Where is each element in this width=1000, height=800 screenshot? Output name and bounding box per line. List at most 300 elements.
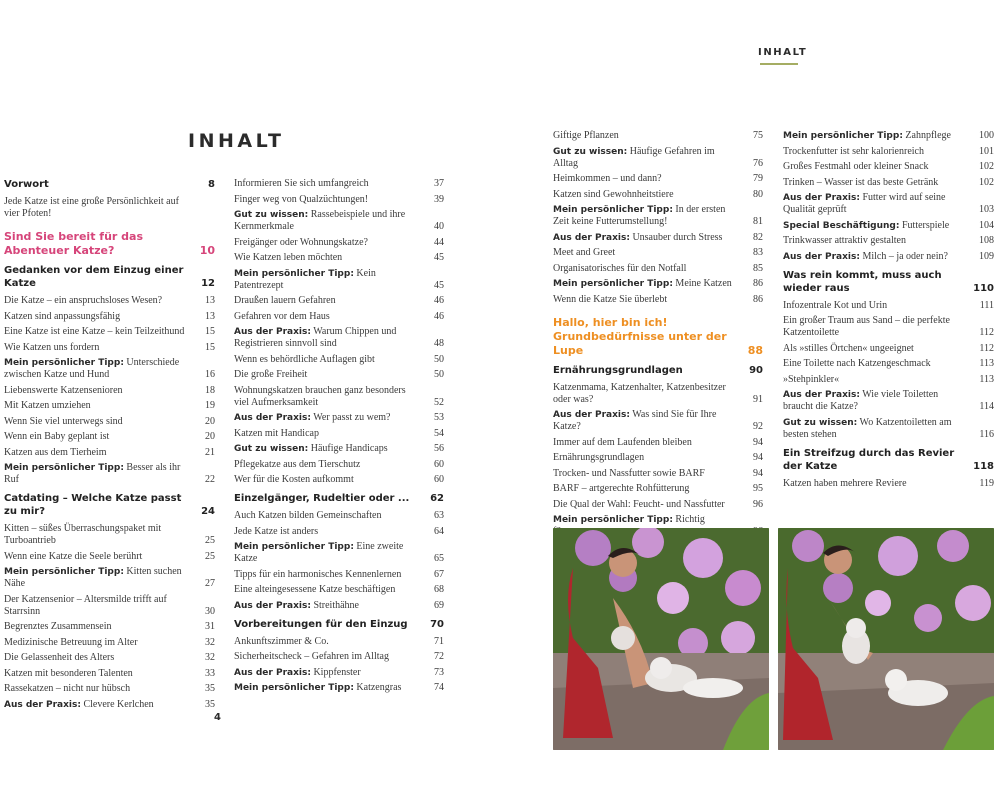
toc-entry-label: Gut zu wissen: [234, 210, 309, 220]
running-head: INHALT [758, 47, 808, 58]
toc-column-1 [4, 178, 215, 714]
toc-column-2 [234, 178, 444, 698]
toc-entry-title: Ernährungsgrundlagen [553, 452, 645, 463]
toc-page-number: 8 [208, 179, 215, 190]
toc-page-number: 18 [205, 384, 215, 396]
toc-page-number: 45 [434, 279, 444, 291]
toc-entry [234, 295, 444, 307]
toc-entry-title: Trinken – Wasser ist das beste Getränk [783, 176, 939, 188]
toc-entry-title: Die Katze – ein anspruchsloses Wesen? [4, 295, 163, 306]
toc-page-number: 45 [434, 252, 444, 263]
toc-chapter-heading [553, 364, 763, 377]
toc-page-number: 74 [434, 682, 444, 693]
toc-entry-title: Draußen lauern Gefahren [234, 295, 336, 306]
toc-page-number: 110 [973, 282, 994, 294]
toc-page-number: 35 [205, 698, 215, 710]
toc-page-number: 54 [434, 427, 444, 439]
toc-entry-label: Aus der Praxis: [783, 193, 860, 203]
toc-entry-title: Immer auf dem Laufenden bleiben [553, 436, 692, 448]
toc-entry-label: Mein persönlicher Tipp: [4, 463, 124, 473]
toc-entry [234, 252, 444, 264]
toc-page-number: 102 [979, 176, 994, 188]
toc-entry [783, 358, 994, 370]
toc-entry [553, 437, 763, 449]
toc-entry [4, 683, 215, 695]
toc-entry-title: Gedanken vor dem Einzug einer Katze [4, 265, 184, 289]
toc-entry-title: Futter wird auf seine Qualität geprüft [783, 192, 946, 215]
toc-page-number: 33 [205, 667, 215, 679]
toc-entry [4, 295, 215, 307]
toc-entry [234, 541, 444, 565]
toc-entry-title: Sind Sie bereit für das Abenteuer Katze? [4, 230, 144, 257]
toc-entry-title: Tipps für ein harmonisches Kennenlernen [234, 568, 402, 580]
toc-entry [4, 523, 215, 547]
toc-entry [553, 232, 763, 244]
toc-entry [4, 311, 215, 323]
toc-entry-title: Was rein kommt, muss auch wieder raus [783, 269, 942, 294]
toc-entry-label: Gut zu wissen: [783, 417, 858, 428]
toc-page-number: 90 [749, 364, 763, 376]
toc-entry-title: Richtig [675, 514, 705, 525]
toc-entry-title: Liebenswerte Katzensenioren [4, 384, 123, 396]
toc-page-number: 71 [434, 635, 444, 647]
toc-entry [4, 416, 215, 428]
toc-chapter-heading [4, 178, 215, 191]
toc-entry-label: Aus der Praxis: [4, 699, 81, 710]
toc-page-number: 46 [434, 295, 444, 306]
toc-page-number: 111 [979, 299, 994, 311]
toc-entry-label: Aus der Praxis: [234, 327, 311, 337]
toc-entry-label: Aus der Praxis: [553, 410, 630, 420]
running-head-rule [760, 63, 798, 65]
toc-entry [553, 247, 763, 259]
toc-entry [4, 566, 215, 590]
toc-chapter-heading [4, 264, 215, 290]
toc-page-number: 30 [205, 605, 215, 617]
toc-entry-label: Special Beschäftigung: [783, 220, 900, 231]
toc-entry [553, 130, 763, 142]
toc-entry-title: Wer passt zu wem? [310, 412, 391, 423]
photo-illustration [553, 528, 769, 750]
toc-page-number: 95 [753, 483, 763, 494]
toc-entry-title: Kitten – süßes Überraschungspaket mit Turboantrieb [4, 523, 162, 546]
toc-entry [234, 369, 444, 381]
toc-page-number: 103 [979, 204, 994, 215]
toc-entry [553, 146, 763, 170]
toc-page-number: 116 [979, 428, 994, 440]
toc-entry-label: Aus der Praxis: [234, 667, 311, 678]
toc-entry-title: Unsauber durch Stress [629, 231, 723, 243]
toc-page-number: 39 [434, 193, 444, 205]
toc-page-number: 56 [434, 443, 444, 454]
toc-entry [553, 189, 763, 201]
toc-entry-title: Pflegekatze aus dem Tierschutz [234, 458, 361, 470]
toc-page-number: 50 [434, 353, 444, 365]
photo-woman-with-cat-left [553, 528, 769, 750]
toc-entry-title: Vorbereitungen für den Einzug [234, 618, 408, 630]
toc-entry-title: Sicherheitscheck – Gefahren im Alltag [234, 651, 389, 662]
toc-page-number: 113 [979, 358, 994, 369]
toc-page-number: 94 [753, 436, 763, 448]
toc-page-number: 70 [430, 618, 444, 630]
toc-entry-title: Unterschiede zwischen Katze und Hund [4, 357, 180, 380]
toc-entry-title: Medizinische Betreuung im Alter [4, 636, 138, 648]
toc-entry [783, 177, 994, 189]
toc-entry-title: Milch – ja oder nein? [859, 250, 948, 262]
toc-entry-title: In der ersten Zeit keine Futterumstellung! [553, 204, 726, 227]
toc-page-number: 94 [753, 467, 763, 479]
toc-entry-label: Mein persönlicher Tipp: [234, 683, 354, 693]
toc-entry-title: Begrenztes Zusammensein [4, 621, 112, 632]
toc-page-number: 83 [753, 247, 763, 258]
toc-page-number: 72 [434, 651, 444, 662]
toc-entry-title: Ankunftszimmer & Co. [234, 635, 329, 647]
toc-entry-title: Rassebeispiele und ihre Kernmerkmale [234, 209, 406, 232]
toc-entry-title: Wo Katzentoiletten am besten stehen [783, 416, 952, 440]
toc-entry-title: Jede Katze ist eine große Persönlichkeit auf vier Pfoten! [4, 196, 179, 219]
toc-entry-title: Wie Katzen leben möchten [234, 252, 343, 263]
toc-page-number: 86 [753, 293, 763, 305]
toc-entry [234, 667, 444, 679]
toc-entry [783, 343, 994, 355]
toc-entry-title: Eine alteingesessene Katze beschäftigen [234, 584, 396, 595]
toc-entry-title: Wer für die Kosten aufkommt [234, 474, 354, 485]
toc-entry-label: Aus der Praxis: [783, 390, 860, 400]
toc-page-number: 22 [205, 474, 215, 485]
toc-page-number: 73 [434, 666, 444, 678]
toc-column-3 [553, 130, 763, 557]
toc-page-number: 10 [199, 244, 215, 257]
toc-entry-label: Mein persönlicher Tipp: [234, 268, 354, 279]
toc-entry [553, 452, 763, 464]
toc-page-number: 69 [434, 599, 444, 611]
toc-entry-label: Aus der Praxis: [553, 232, 630, 243]
toc-entry-title: Katzengras [353, 682, 402, 693]
toc-entry-title: Ein Streifzug durch das Revier der Katze [783, 447, 955, 472]
toc-entry [4, 357, 215, 381]
toc-entry-label: Mein persönlicher Tipp: [4, 358, 124, 368]
toc-entry [234, 385, 444, 409]
toc-page-number: 82 [753, 231, 763, 243]
toc-entry [783, 478, 994, 490]
toc-entry-title: Häufige Handicaps [308, 443, 388, 454]
toc-entry-title: Wie Katzen uns fordern [4, 341, 100, 353]
toc-entry-title: Die Gelassenheit des Alters [4, 652, 115, 663]
toc-chapter-heading [234, 492, 444, 505]
toc-entry [234, 474, 444, 486]
toc-entry [234, 178, 444, 190]
toc-entry-title: Organisatorisches für den Notfall [553, 262, 687, 274]
toc-page-number: 85 [753, 262, 763, 274]
toc-entry [234, 510, 444, 522]
page-title: INHALT [188, 130, 285, 152]
toc-entry [4, 326, 215, 338]
toc-entry [4, 652, 215, 664]
toc-entry-title: Kein Patentrezept [234, 267, 376, 291]
toc-entry-title: Einzelgänger, Rudeltier oder ... [234, 493, 410, 504]
toc-page-number: 92 [753, 421, 763, 432]
toc-entry-title: Häufige Gefahren im Alltag [553, 145, 715, 169]
toc-page-number: 81 [753, 216, 763, 227]
toc-entry [4, 431, 215, 443]
toc-entry-title: Eine Toilette nach Katzengeschmack [783, 358, 931, 369]
toc-entry-label: Mein persönlicher Tipp: [553, 279, 673, 289]
toc-page-number: 102 [979, 161, 994, 172]
toc-entry [234, 651, 444, 663]
toc-entry [553, 278, 763, 290]
toc-entry-label: Aus der Praxis: [234, 600, 311, 611]
toc-entry-title: Kippfenster [310, 666, 361, 678]
toc-entry [234, 412, 444, 424]
toc-entry-title: Infozentrale Kot und Urin [783, 299, 888, 311]
toc-entry-title: Trinkwasser attraktiv gestalten [783, 235, 906, 246]
toc-entry [783, 146, 994, 158]
toc-entry [234, 443, 444, 455]
toc-entry [783, 251, 994, 263]
toc-page-number: 96 [753, 498, 763, 510]
toc-page-number: 91 [753, 393, 763, 405]
toc-entry [4, 594, 215, 618]
toc-entry-title: Als »stilles Örtchen« ungeeignet [783, 342, 914, 354]
toc-entry [553, 483, 763, 495]
toc-entry [234, 459, 444, 471]
toc-entry-title: Auch Katzen bilden Gemeinschaften [234, 510, 382, 521]
toc-page-number: 31 [205, 621, 215, 632]
toc-chapter-heading [4, 492, 215, 518]
toc-entry [234, 311, 444, 323]
toc-page-number: 53 [434, 412, 444, 423]
toc-entry [783, 389, 994, 413]
toc-page-number: 101 [979, 145, 994, 157]
toc-entry-title: Katzen haben mehrere Reviere [783, 477, 907, 489]
toc-entry-title: Giftige Pflanzen [553, 130, 619, 141]
toc-chapter-heading [783, 447, 994, 473]
toc-entry-label: Mein persönlicher Tipp: [553, 515, 673, 525]
toc-page-number: 119 [979, 477, 994, 489]
toc-entry-title: Mit Katzen umziehen [4, 400, 91, 411]
toc-entry [783, 130, 994, 142]
toc-entry-title: Eine zweite Katze [234, 541, 404, 564]
toc-entry-title: Heimkommen – und dann? [553, 173, 662, 184]
toc-column-4 [783, 130, 994, 493]
toc-entry [234, 237, 444, 249]
toc-page-number: 27 [205, 578, 215, 589]
toc-entry [234, 268, 444, 292]
toc-entry-title: Jede Katze ist anders [234, 525, 319, 537]
toc-entry [4, 447, 215, 459]
toc-page-number: 40 [434, 221, 444, 232]
toc-page-number: 62 [430, 493, 444, 504]
toc-page-number: 94 [753, 452, 763, 463]
toc-page-number: 88 [747, 343, 763, 357]
toc-page-number: 13 [205, 295, 215, 306]
toc-entry-title: Finger weg von Qualzüchtungen! [234, 193, 369, 205]
toc-page-number: 19 [205, 400, 215, 411]
toc-entry [234, 682, 444, 694]
toc-entry [4, 668, 215, 680]
toc-page-number: 24 [201, 506, 215, 517]
toc-entry-title: Wie viele Toiletten braucht die Katze? [783, 389, 939, 412]
toc-entry [783, 300, 994, 312]
toc-entry-title: Wenn es behördliche Auflagen gibt [234, 353, 375, 365]
toc-entry-title: Freigänger oder Wohnungskatze? [234, 236, 368, 248]
toc-entry-label: Gut zu wissen: [234, 444, 309, 454]
toc-entry-label: Mein persönlicher Tipp: [4, 567, 124, 577]
toc-entry-title: Warum Chippen und Registrieren sinnvoll sind [234, 326, 397, 349]
toc-entry [553, 294, 763, 306]
toc-entry-title: Katzenmama, Katzenhalter, Katzenbesitzer oder was? [553, 381, 726, 405]
toc-page-number: 80 [753, 188, 763, 200]
toc-entry-title: Gefahren vor dem Haus [234, 310, 330, 322]
toc-entry-title: Trockenfutter ist sehr kalorienreich [783, 145, 924, 157]
toc-entry [783, 220, 994, 232]
toc-page-number: 108 [979, 235, 994, 246]
toc-entry [553, 499, 763, 511]
toc-entry-title: Was sind Sie für Ihre Katze? [553, 409, 717, 432]
toc-entry-title: Rassekatzen – nicht nur hübsch [4, 683, 131, 694]
toc-entry [234, 194, 444, 206]
toc-page-number: 13 [205, 310, 215, 322]
toc-page-number: 60 [434, 474, 444, 485]
toc-entry-label: Mein persönlicher Tipp: [553, 205, 673, 215]
toc-page-number: 65 [434, 553, 444, 564]
toc-page-number: 52 [434, 396, 444, 408]
toc-page-number: 86 [753, 278, 763, 289]
toc-entry-title: Meine Katzen [672, 278, 732, 289]
toc-entry-label: Gut zu wissen: [553, 146, 628, 157]
toc-entry-title: Die Qual der Wahl: Feucht- und Nassfutter [553, 498, 725, 510]
toc-entry [783, 161, 994, 173]
toc-page-number: 114 [979, 401, 994, 412]
toc-entry [783, 374, 994, 386]
toc-page-number: 12 [201, 278, 215, 289]
toc-page-number: 113 [979, 373, 994, 385]
toc-part-heading [4, 230, 215, 258]
toc-page-number: 68 [434, 584, 444, 595]
toc-entry-title: Trocken- und Nassfutter sowie BARF [553, 467, 705, 479]
toc-entry-title: Ernährungsgrundlagen [553, 364, 683, 376]
toc-page-number: 16 [205, 369, 215, 380]
toc-entry [553, 468, 763, 480]
toc-entry [783, 315, 994, 339]
toc-entry [4, 699, 215, 711]
toc-entry-title: Katzen sind anpassungsfähig [4, 310, 121, 322]
toc-entry [553, 382, 763, 406]
toc-entry-title: Großes Festmahl oder kleiner Snack [783, 161, 929, 172]
toc-entry [553, 204, 763, 228]
toc-entry-title: Catdating – Welche Katze passt zu mir? [4, 493, 182, 517]
toc-entry-title: Wenn Sie viel unterwegs sind [4, 415, 123, 427]
toc-page-number: 25 [205, 535, 215, 546]
toc-entry-title: Zahnpflege [902, 130, 951, 141]
toc-entry-label: Mein persönlicher Tipp: [783, 131, 903, 141]
toc-entry-title: Katzen sind Gewohnheitstiere [553, 188, 674, 200]
toc-entry [4, 551, 215, 563]
toc-entry-title: Die große Freiheit [234, 369, 308, 380]
toc-entry [783, 192, 994, 216]
toc-entry [4, 621, 215, 633]
toc-entry-title: »Stehpinkler« [783, 373, 840, 385]
toc-entry-title: Der Katzensenior – Altersmilde trifft auf Starrsinn [4, 593, 167, 617]
toc-entry-title: Meet and Greet [553, 247, 616, 258]
toc-entry-title: Katzen mit Handicap [234, 427, 319, 439]
photo-illustration [778, 528, 994, 750]
toc-page-number: 46 [434, 310, 444, 322]
toc-entry [234, 600, 444, 612]
toc-entry [234, 636, 444, 648]
toc-page-number: 25 [205, 550, 215, 562]
page-number: 4 [214, 712, 221, 723]
toc-entry [4, 196, 215, 220]
toc-page-number: 21 [205, 446, 215, 458]
toc-page-number: 109 [979, 250, 994, 262]
toc-entry-title: Wenn die Katze Sie überlebt [553, 293, 668, 305]
toc-entry-label: Mein persönlicher Tipp: [234, 542, 354, 552]
toc-page-number: 37 [434, 178, 444, 189]
toc-entry-title: Clevere Kerlchen [80, 698, 154, 710]
toc-page-number: 44 [434, 236, 444, 248]
toc-entry-title: Hallo, hier bin ich! Grundbedürfnisse unter der Lupe [553, 315, 727, 357]
toc-entry-title: Wohnungskatzen brauchen ganz besonders viel Aufmerksamkeit [234, 384, 406, 408]
toc-page-number: 112 [979, 342, 994, 354]
toc-entry [234, 428, 444, 440]
toc-entry [4, 637, 215, 649]
toc-entry-title: Katzen aus dem Tierheim [4, 446, 107, 458]
toc-entry-label: Aus der Praxis: [783, 251, 860, 262]
toc-entry [4, 400, 215, 412]
toc-page-number: 76 [753, 157, 763, 169]
toc-entry [234, 209, 444, 233]
toc-entry [553, 173, 763, 185]
toc-page-number: 112 [979, 327, 994, 338]
toc-page-number: 20 [205, 415, 215, 427]
toc-page-number: 118 [973, 460, 994, 472]
toc-page-number: 32 [205, 652, 215, 663]
toc-entry [234, 526, 444, 538]
toc-entry-label: Aus der Praxis: [234, 413, 311, 423]
toc-chapter-heading [783, 269, 994, 295]
toc-page-number: 48 [434, 338, 444, 349]
toc-entry [783, 235, 994, 247]
toc-page-number: 60 [434, 458, 444, 470]
toc-chapter-heading [234, 618, 444, 631]
toc-page-number: 104 [979, 219, 994, 231]
toc-part-heading [553, 316, 763, 358]
toc-page-number: 35 [205, 683, 215, 694]
toc-entry [234, 569, 444, 581]
toc-entry [4, 385, 215, 397]
toc-page-number: 75 [753, 130, 763, 141]
toc-page-number: 100 [979, 130, 994, 141]
toc-entry [4, 462, 215, 486]
toc-page-number: 15 [205, 326, 215, 337]
toc-entry-title: Besser als ihr Ruf [4, 462, 181, 485]
toc-page-number: 20 [205, 431, 215, 442]
toc-entry-title: Wenn eine Katze die Seele berührt [4, 550, 143, 562]
toc-page-number: 79 [753, 173, 763, 184]
toc-entry [234, 584, 444, 596]
toc-page-number: 32 [205, 636, 215, 648]
toc-entry-title: Eine Katze ist eine Katze – kein Teilzeithund [4, 326, 185, 337]
toc-page-number: 63 [434, 510, 444, 521]
toc-entry [783, 417, 994, 441]
toc-entry-title: Katzen mit besonderen Talenten [4, 667, 133, 679]
toc-entry-title: Streithähne [310, 599, 359, 611]
toc-entry-title: Wenn ein Baby geplant ist [4, 431, 110, 442]
photo-woman-with-cat-right [778, 528, 994, 750]
toc-entry-title: Vorwort [4, 179, 49, 190]
toc-page-number: 64 [434, 525, 444, 537]
